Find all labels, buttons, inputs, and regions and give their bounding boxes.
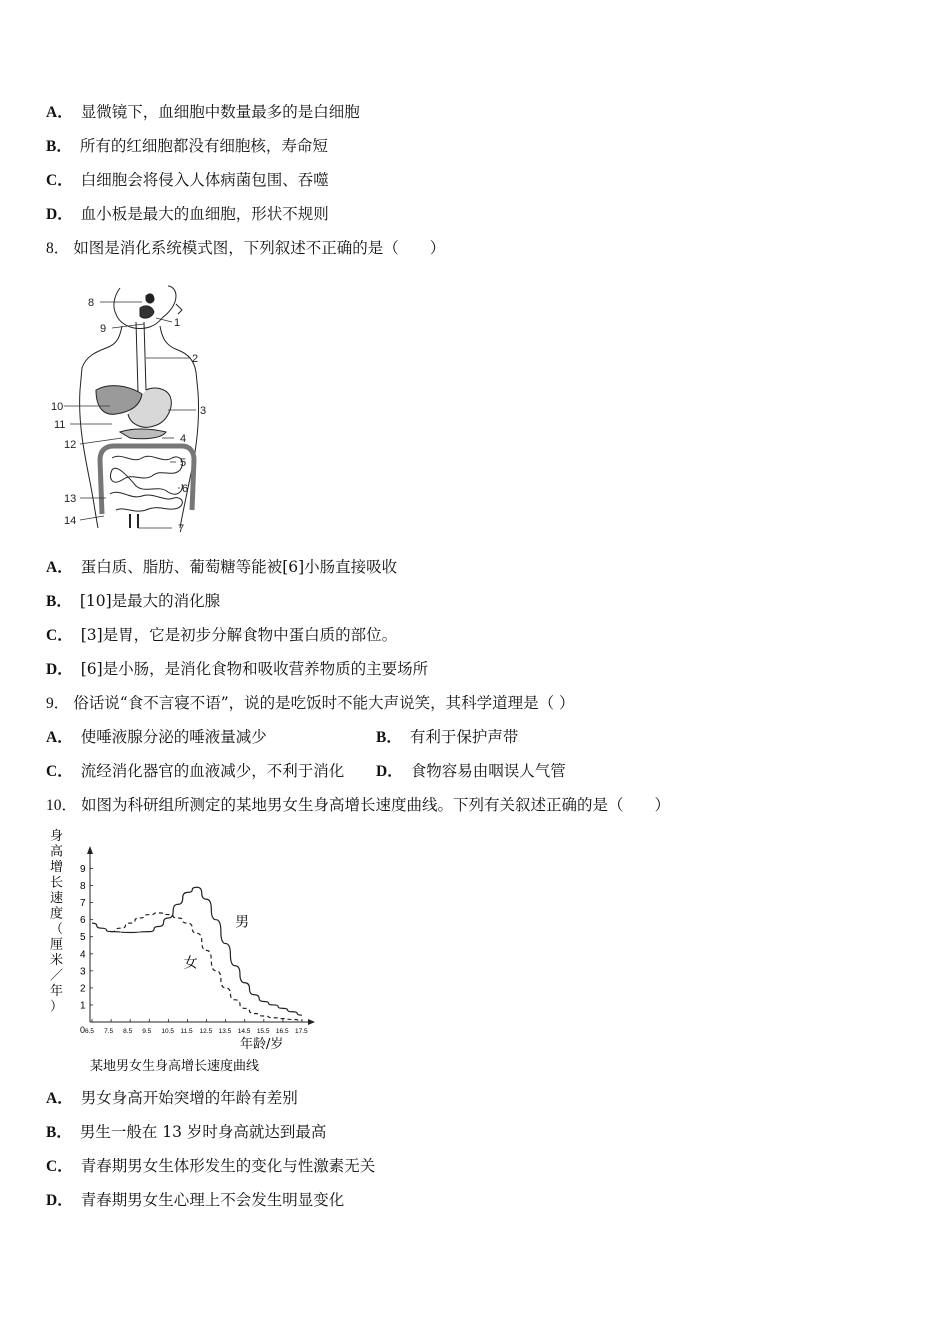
digestive-system-figure (50, 282, 220, 540)
q7-option-d[interactable] (46, 204, 329, 225)
digestive-system-diagram (50, 282, 220, 540)
option-text: 血小板是最大的血细胞，形状不规则 (80, 205, 329, 223)
y-label-char: 长 (50, 875, 64, 891)
growth-speed-chart (44, 828, 316, 1076)
option-text: 有利于保护声带 (409, 728, 519, 746)
x-tick-label: 7.5 (104, 1028, 114, 1035)
pancreas (120, 429, 166, 439)
q7-option-b[interactable] (46, 136, 328, 157)
q10-option-d[interactable] (46, 1190, 344, 1211)
option-text: [3]是胃，它是初步分解食物中蛋白质的部位。 (80, 626, 398, 644)
option-letter: C． (46, 763, 73, 780)
series-line-male (92, 887, 302, 1015)
q10-option-a[interactable] (46, 1088, 298, 1109)
y-label-char: 速 (50, 891, 64, 906)
option-letter: C． (46, 172, 73, 189)
y-label-char: 增 (50, 860, 64, 875)
option-text: 白细胞会将侵入人体病菌包围、吞噬 (80, 171, 329, 189)
q9-option-d[interactable] (376, 761, 566, 782)
option-letter: C． (46, 627, 73, 644)
option-letter: A． (46, 559, 73, 576)
question-number: 8． (46, 240, 70, 257)
figure-label: 11 (54, 419, 66, 431)
leader-line-14 (80, 516, 104, 520)
y-tick-label: 5 (80, 932, 86, 944)
salivary-gland (140, 306, 154, 318)
option-text: 青春期男女生心理上不会发生明显变化 (80, 1191, 345, 1209)
option-text: [10]是最大的消化腺 (79, 592, 221, 610)
y-axis-label (50, 829, 63, 1015)
q10-option-c[interactable] (46, 1156, 375, 1177)
series-label-female: 女 (183, 955, 198, 972)
y-label-char: （ (50, 922, 64, 937)
figure-label: 8 (88, 297, 95, 309)
figure-label: 13 (64, 493, 77, 505)
x-tick-label: 14.5 (237, 1028, 251, 1035)
figure-label: 3 (200, 405, 207, 417)
x-axis-arrow (308, 1019, 315, 1025)
option-letter: B． (46, 1124, 72, 1141)
option-letter: D． (46, 1192, 73, 1209)
question-number: 9． (46, 695, 70, 712)
y-tick-label: 9 (80, 864, 86, 876)
x-tick-label: 9.5 (142, 1028, 152, 1035)
option-text: 蛋白质、脂肪、葡萄糖等能被[6]小肠直接吸收 (80, 558, 398, 576)
y-label-char: 厘 (50, 937, 64, 953)
y-label-char: 高 (50, 844, 64, 860)
y-label-char: 度 (50, 906, 64, 922)
y-tick-label: 6 (80, 915, 86, 927)
x-tick-label: 6.5 (85, 1028, 95, 1035)
figure-label: 4 (180, 433, 187, 445)
figure-label: 1 (174, 317, 181, 329)
option-letter: B． (46, 593, 72, 610)
x-tick-label: 13.5 (218, 1028, 232, 1035)
option-text: 男生一般在 13 岁时身高就达到最高 (79, 1123, 327, 1141)
rectum (130, 514, 138, 528)
x-tick-label: 15.5 (256, 1028, 270, 1035)
question-text: 如图为科研组所测定的某地男女生身高增长速度曲线。下列有关叙述正确的是（ ） (81, 796, 671, 814)
x-tick-label: 17.5 (295, 1028, 308, 1035)
figure-label: 12 (64, 439, 77, 451)
figure-label: 9 (100, 323, 107, 335)
figure-label: 6 (182, 483, 189, 495)
left-torso (80, 390, 98, 528)
question-text: 如图是消化系统模式图，下列叙述不正确的是（ ） (73, 239, 446, 257)
figure-label: 7 (178, 523, 185, 535)
q9-option-b[interactable] (376, 727, 518, 748)
figure-label: 10 (51, 401, 64, 413)
x-tick-label: 8.5 (123, 1028, 133, 1035)
x-tick-label: 11.5 (180, 1028, 193, 1035)
x-tick-label: 12.5 (199, 1028, 213, 1035)
face-outline (162, 286, 176, 318)
figure-label: 2 (192, 353, 199, 365)
q10-stem (46, 795, 670, 816)
question-number: 10． (46, 797, 78, 814)
q8-option-a[interactable] (46, 557, 397, 578)
y-tick-label: 8 (80, 881, 86, 893)
x-tick-label: 16.5 (275, 1028, 289, 1035)
q9-stem (46, 693, 575, 714)
esophagus (136, 322, 146, 392)
option-text: [6]是小肠，是消化食物和吸收营养物质的主要场所 (80, 660, 429, 678)
option-text: 食物容易由咽误人气管 (410, 762, 566, 780)
option-text: 使唾液腺分泌的唾液量减少 (80, 728, 267, 746)
option-letter: D． (46, 206, 73, 223)
y-tick-label: 4 (80, 949, 86, 961)
figure-label: 14 (64, 515, 77, 527)
option-letter: B． (46, 138, 72, 155)
option-text: 所有的红细胞都没有细胞核，寿命短 (79, 137, 328, 155)
leader-line-9 (112, 324, 144, 328)
q8-option-d[interactable] (46, 659, 428, 680)
y-label-char: 身 (50, 829, 64, 844)
left-shoulder (80, 326, 122, 390)
y-label-char: ） (50, 999, 64, 1015)
chart-title: 某地男女生身高增长速度曲线 (90, 1059, 260, 1074)
q8-option-c[interactable] (46, 625, 397, 646)
series-label-male: 男 (235, 914, 250, 931)
parotid-gland (146, 294, 154, 303)
x-tick-label: 10.5 (161, 1028, 175, 1035)
origin-label: 0 (80, 1025, 86, 1035)
y-axis-arrow (87, 846, 93, 854)
growth-speed-chart-svg (44, 828, 316, 1076)
q10-option-b[interactable] (46, 1122, 326, 1143)
leader-line-12 (80, 438, 122, 444)
option-text: 男女身高开始突增的年龄有差别 (80, 1089, 298, 1107)
option-letter: B． (376, 729, 402, 746)
option-text: 青春期男女生体形发生的变化与性激素无关 (80, 1157, 376, 1175)
q7-option-c[interactable] (46, 170, 329, 191)
q9-option-c[interactable] (46, 761, 344, 782)
option-letter: A． (46, 104, 73, 121)
option-text: 流经消化器官的血液减少，不利于消化 (80, 762, 345, 780)
option-letter: A． (46, 729, 73, 746)
y-tick-label: 3 (80, 966, 86, 978)
y-label-char: 米 (50, 953, 64, 968)
q8-stem (46, 238, 445, 259)
head-outline (114, 288, 162, 329)
option-letter: C． (46, 1158, 73, 1175)
y-tick-label: 2 (80, 983, 86, 995)
option-letter: D． (46, 661, 73, 678)
y-label-char: ／ (50, 968, 64, 984)
y-label-char: 年 (50, 984, 64, 999)
question-text: 俗话说“食不言寝不语”，说的是吃饭时不能大声说笑，其科学道理是（ ） (73, 694, 575, 712)
small-intestine-lower (110, 492, 182, 511)
nose-outline (176, 304, 182, 314)
option-letter: D． (376, 763, 403, 780)
option-letter: A． (46, 1090, 73, 1107)
q7-option-a[interactable] (46, 102, 360, 123)
option-text: 显微镜下，血细胞中数量最多的是白细胞 (80, 103, 360, 121)
y-tick-label: 7 (80, 898, 86, 910)
q9-option-a[interactable] (46, 727, 267, 748)
series-line-female (111, 913, 302, 1020)
y-tick-label: 1 (80, 1000, 86, 1012)
q8-option-b[interactable] (46, 591, 220, 612)
x-axis-label: 年龄/岁 (240, 1037, 284, 1052)
figure-label: 5 (180, 457, 187, 469)
